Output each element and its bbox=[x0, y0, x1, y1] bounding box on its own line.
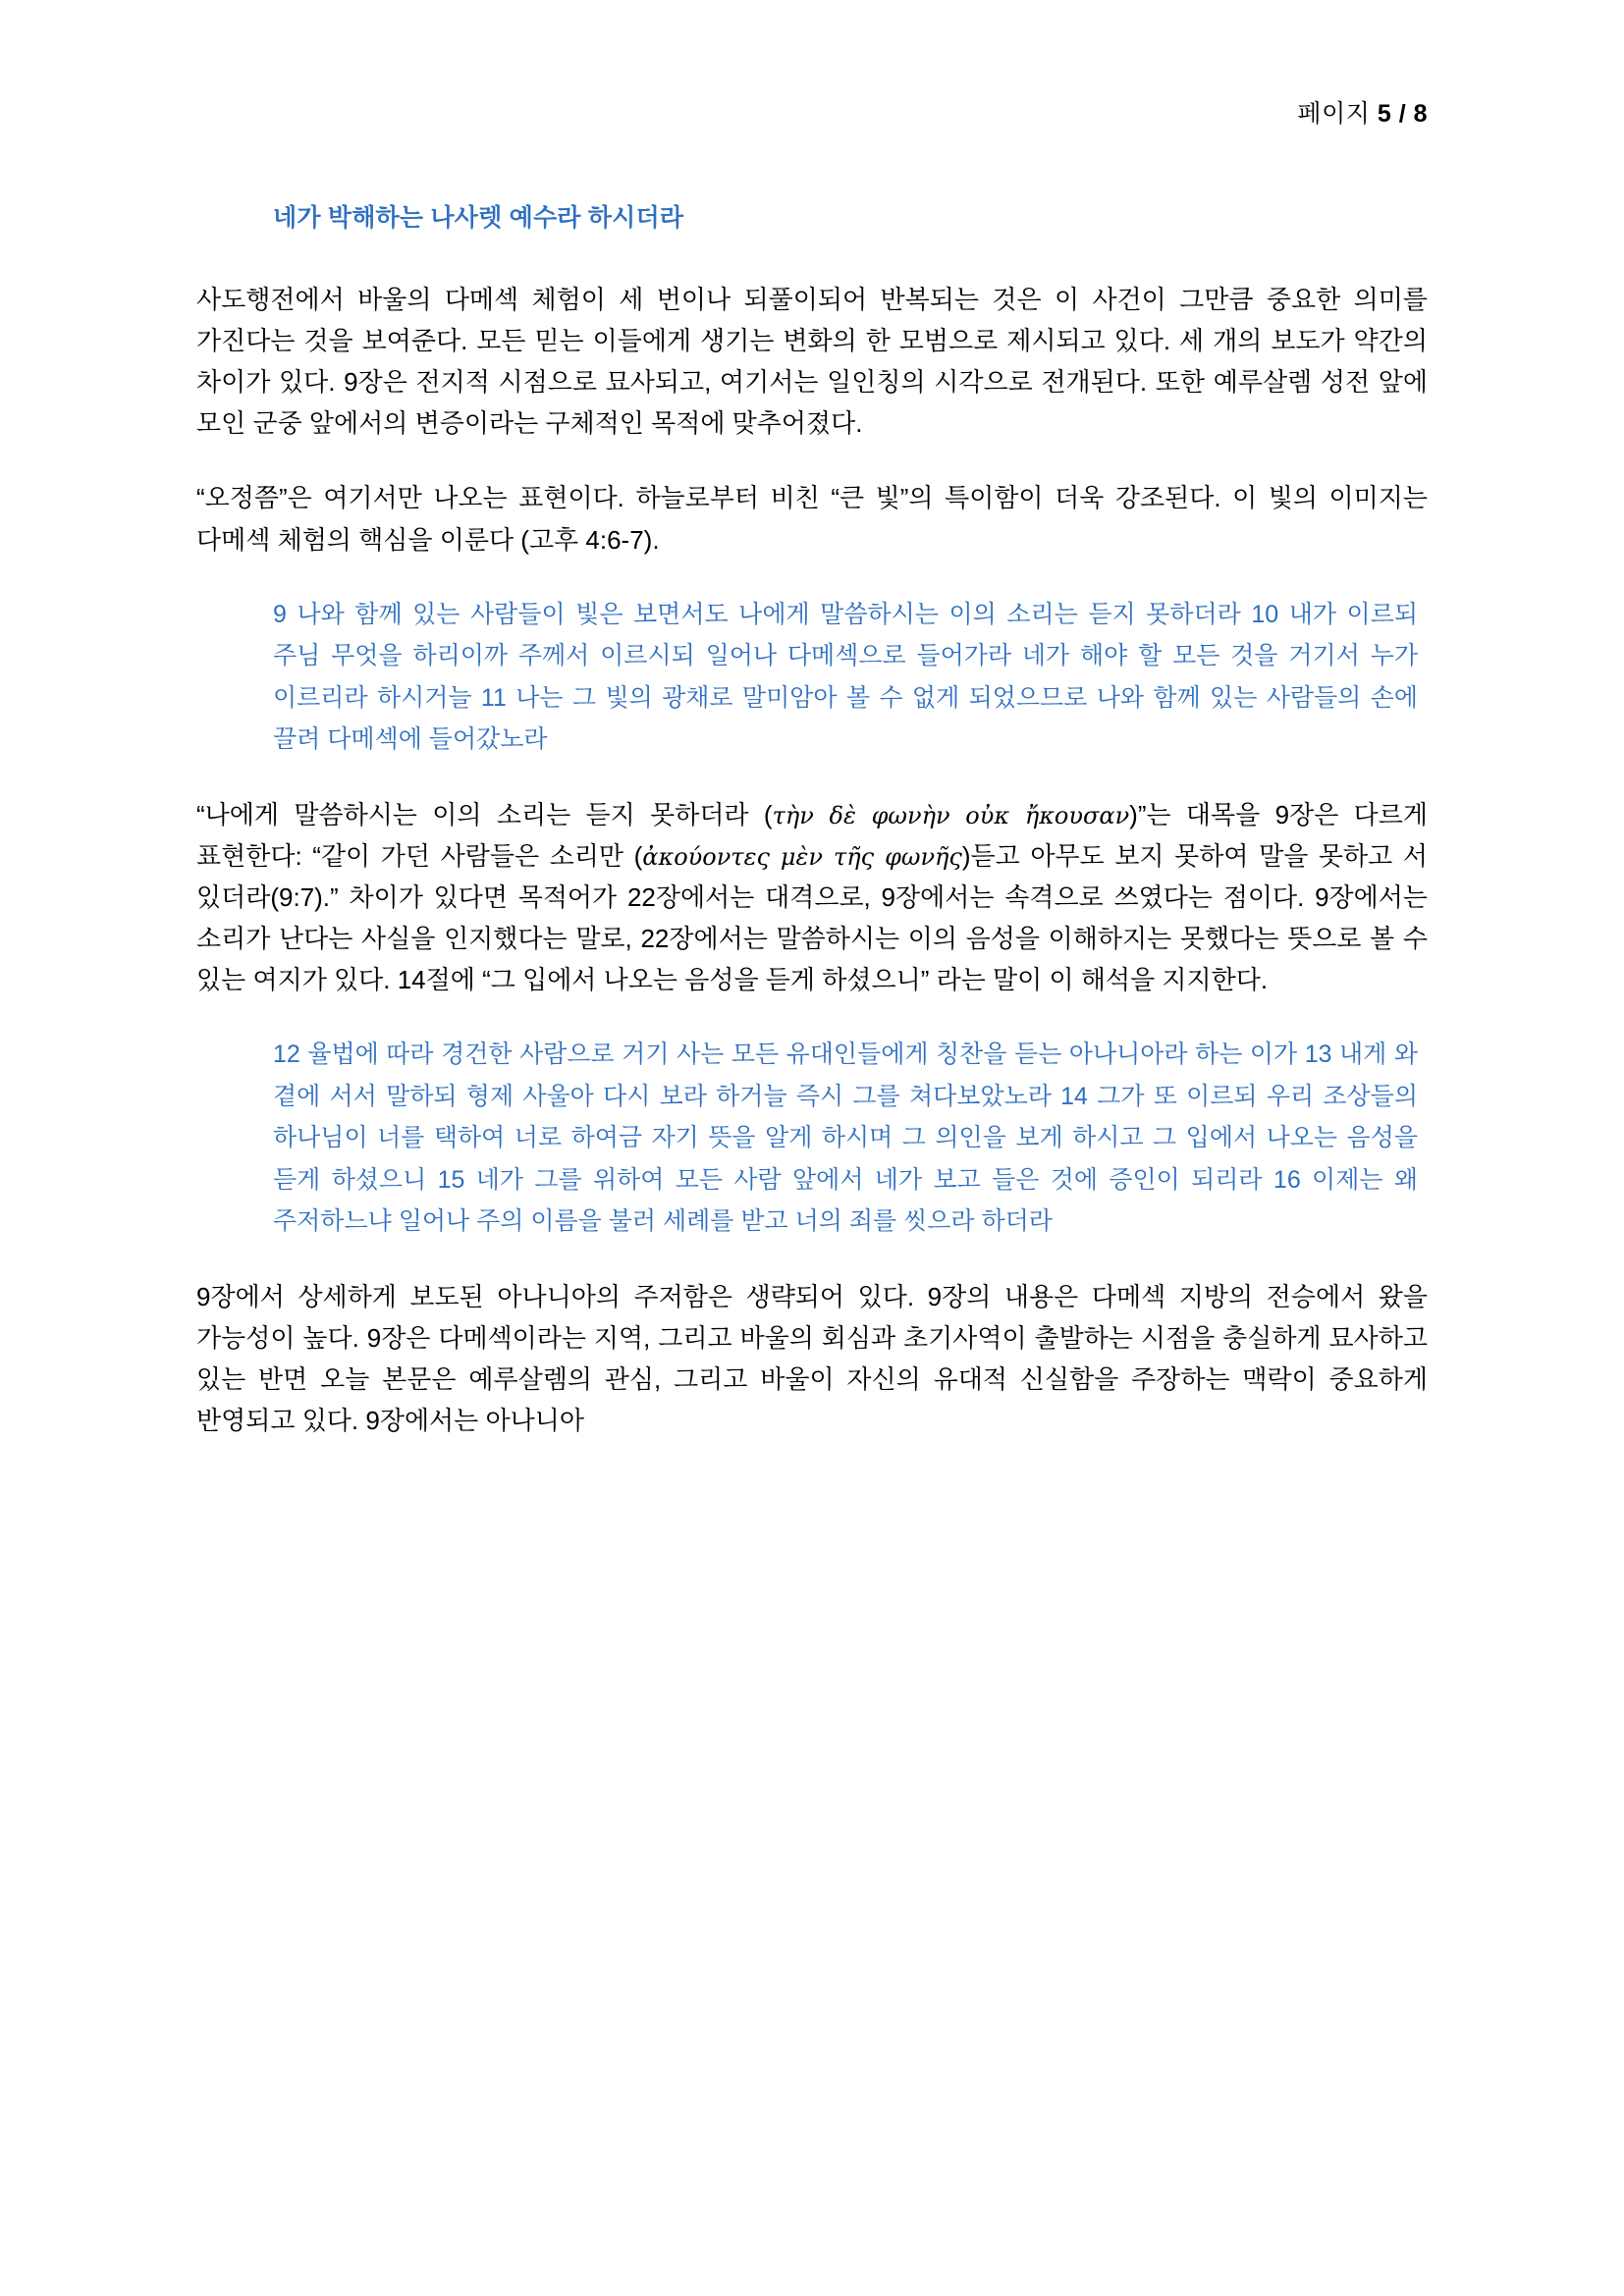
scripture-quote-1: 9 나와 함께 있는 사람들이 빛은 보면서도 나에게 말씀하시는 이의 소리는 듣지 못하더라 10 내가 이르되 주님 무엇을 하리이까 주께서 이르시되 일어나 다메섹으로 들어가라 네가 해야 할 모든 것을 거기서 누가 이르리라 하시거늘 11 나는 그 빛의 광채로 말미암아 볼 수 없게 되었으므로 나와 함께 있는 사람들의 손에 끌려 다메섹에 들어갔노라 bbox=[273, 600, 1418, 754]
body-paragraph-2: “오정쯤”은 여기서만 나오는 표현이다. 하늘로부터 비친 “큰 빛”의 특이함이 더욱 강조된다. 이 빛의 이미지는 다메섹 체험의 핵심을 이룬다 (고후 4:6-7). bbox=[196, 483, 1428, 555]
page-header bbox=[196, 94, 1428, 130]
page-separator: / bbox=[1398, 100, 1407, 128]
greek-phrase-1: τὴν δὲ φωνὴν οὐκ ἤκουσαν bbox=[772, 801, 1130, 829]
total-page-number: 8 bbox=[1413, 100, 1428, 128]
paragraph-3-part-2: )”는 대목을 9장은 다르게 표현한다: “같이 가던 사람들은 소리만 ( bbox=[196, 799, 1428, 871]
page-label: 페이지 bbox=[1297, 100, 1371, 128]
body-paragraph-3 bbox=[196, 794, 1428, 1001]
body-paragraph-1: 사도행전에서 바울의 다메섹 체험이 세 번이나 되풀이되어 반복되는 것은 이 사건이 그만큼 중요한 의미를 가진다는 것을 보여준다. 모든 믿는 이들에게 생기는 변화의 한 모범으로 제시되고 있다. 세 개의 보도가 약간의 차이가 있다. 9장은 전지적 시점으로 묘사되고, 여기서는 일인칭의 시각으로 전개된다. 또한 예루살렘 성전 앞에 모인 군중 앞에서의 변증이라는 구체적인 목적에 맞추어졌다. bbox=[196, 285, 1428, 439]
paragraph-3-part-3: )듣고 아무도 보지 못하여 말을 못하고 서 있더라(9:7).” 차이가 있다면 목적어가 22장에서는 대격으로, 9장에서는 속격으로 쓰였다는 점이다. 9장에서는 소리가 난다는 사실을 인지했다는 말로, 22장에서는 말씀하시는 이의 음성을 이해하지는 못했다는 뜻으로 볼 수 있는 여지가 있다. 14절에 “그 입에서 나오는 음성을 듣게 하셨으니” 라는 말이 이 해석을 지지한다. bbox=[196, 840, 1428, 995]
greek-phrase-2: ἀκούοντες μὲν τῆς φωνῆς bbox=[642, 842, 962, 871]
body-paragraph-4: 9장에서 상세하게 보도된 아나니아의 주저함은 생략되어 있다. 9장의 내용은 다메섹 지방의 전승에서 왔을 가능성이 높다. 9장은 다메섹이라는 지역, 그리고 바울의 회심과 초기사역이 출발하는 시점을 충실하게 묘사하고 있는 반면 오늘 본문은 예루살렘의 관심, 그리고 바울이 자신의 유대적 신실함을 주장하는 맥락이 중요하게 반영되고 있다. 9장에서는 아나니아 bbox=[196, 1281, 1428, 1436]
current-page-number: 5 bbox=[1377, 100, 1392, 128]
paragraph-3-part-1: “나에게 말씀하시는 이의 소리는 듣지 못하더라 ( bbox=[196, 799, 773, 829]
scripture-quote-2: 12 율법에 따라 경건한 사람으로 거기 사는 모든 유대인들에게 칭찬을 듣는 아나니아라 하는 이가 13 내게 와 곁에 서서 말하되 형제 사울아 다시 보라 하거늘 즉시 그를 쳐다보았노라 14 그가 또 이르되 우리 조상들의 하나님이 너를 택하여 너로 하여금 자기 뜻을 알게 하시며 그 의인을 보게 하시고 그 입에서 나오는 음성을 듣게 하셨으니 15 네가 그를 위하여 모든 사람 앞에서 네가 보고 들은 것에 증인이 되리라 16 이제는 왜 주저하느냐 일어나 주의 이름을 불러 세례를 받고 너의 죄를 씻으라 하더라 bbox=[273, 1041, 1418, 1236]
section-title: 네가 박해하는 나사렛 예수라 하시더라 bbox=[273, 204, 684, 232]
